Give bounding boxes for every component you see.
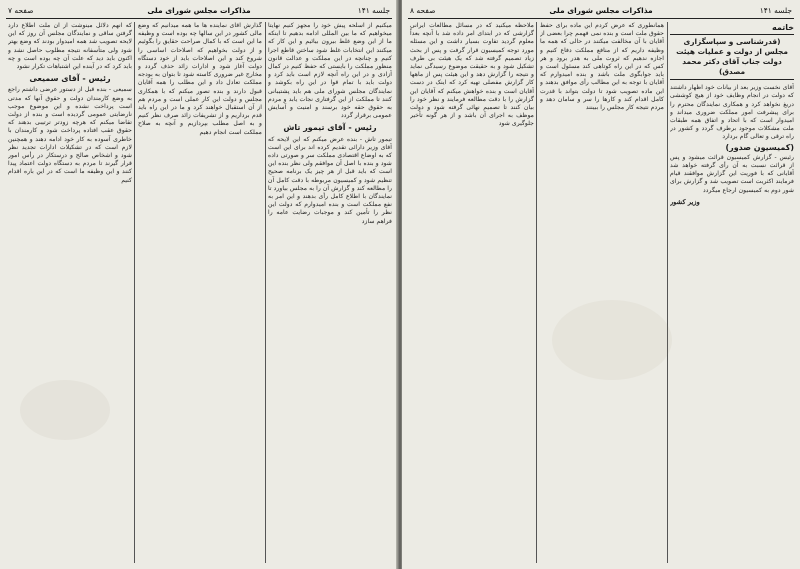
- left-page-header: [6, 4, 392, 19]
- paragraph: میکنیم از اسلحه پیش خود را مجهز کنیم نهایتاً میخواهیم که ما بین المللی ادامه بدهیم تا اینکه ما از این وضع غلط بیرون بیائیم و این کار که میکنند این انتخابات غلط شود ساختن قاطع اجرا کنیم و چنانچه در این مملکت و عدالت قانون منظور مملکت را بایستی که حفظ کنیم در کمال آزادی و در این راه آنچه لازم است باید کرد و دولت باید با تمام قوا در این راه بکوشد و نمایندگان مجلس شورای ملی هم باید پشتیبانی کنند تا مملکت از این گرفتاری نجات یابد و مردم به حقوق حقه خود برسند و امنیت و آسایش عمومی برقرار گردد: [268, 22, 392, 120]
- paragraph: گذارش آقای نماینده ها ما همه میدانیم که وضع مالی کشور در این سالها چه بوده است و وظیفه ما این است که با کمال صراحت حقایق را بگوئیم و از دولت بخواهیم که اصلاحات اساسی را شروع کند و این اصلاحات باید از خود دستگاه دولت آغاز شود و ادارات زائد حذف گردد و مخارج غیر ضروری کاسته شود تا بتوان به بودجه مملکت تعادل داد و این مطلب را همه آقایان قبول دارند و بنده تصور میکنم که با همکاری مجلس و دولت این کار عملی است و مردم هم از آن استقبال خواهند کرد و ما در این راه باید قدم برداریم و از تشریفات زائد صرف نظر کنیم و به اصل مطلب بپردازیم و آنچه به صلاح مملکت است انجام دهیم: [138, 22, 262, 136]
- paragraph: همانطوری که عرض کردم این ماده برای حفظ حقوق ملت است و بنده نمی فهمم چرا بعضی از آقایان با آن مخالفت میکنند در حالی که همه ما وظیفه داریم که از منافع مملکت دفاع کنیم و اجازه ندهیم که ثروت ملی به هدر برود و هر کس که در این راه کوتاهی کند مسئول است و باید جوابگوی ملت باشد و بنده امیدوارم که آقایان با توجه به این مطالب رأی موافق بدهند و این ماده تصویب شود تا دولت بتواند با قدرت کامل اقدام کند و کارها را سر و سامان دهد و مردم نتیجه کار مجلس را ببینند: [540, 22, 664, 112]
- column-divider: [667, 22, 668, 563]
- speaker-heading: رئیس - آقای سمیعی: [29, 74, 111, 84]
- paragraph: ملاحظه میکنید که در مسائل مطالعات ایرانی گزارشی که در ابتدای امر داده شد با آنچه بعداً معلوم گردید تفاوت بسیار داشت و این مسئله مورد توجه کمیسیون قرار گرفت و پس از بحث زیاد تصمیم گرفته شد که یک هیئت بی طرف تشکیل شود و به حقیقت موضوع رسیدگی نماید و نتیجه را گزارش دهد و این هیئت پس از ماهها کار گزارش مفصلی تهیه کرد که اینک در دست آقایان است و بنده خواهش میکنم که آقایان این گزارش را با دقت مطالعه فرمایند و نظر خود را بیان کنند تا تصمیم نهائی گرفته شود و دولت موظف به اجرای آن باشد و از هر گونه تأخیر جلوگیری شود: [410, 22, 534, 128]
- section-label: خاتمه: [772, 23, 794, 32]
- paragraph: که آنهم دلائل مینوشت از آن ملت اطلاع دارد گرفتن ساقی و نمایندگان مجلس آن روز که این لایحه تصویب شد همه امیدوار بودند که وضع بهتر شود ولی متأسفانه نتیجه مطلوب حاصل نشد و اکنون باید دید که علت آن چه بوده است و چه باید کرد که در آینده این اشتباهات تکرار نشود: [8, 22, 132, 71]
- column-3: [8, 22, 132, 565]
- column-3: [410, 22, 534, 565]
- paragraph: سمیعی - بنده قبل از دستور عرضی داشتم راجع به وضع کارمندان دولت و حقوق آنها که مدتی است پرداخت نشده و این موضوع موجب نارضایتی عمومی گردیده است و بنده از دولت تقاضا میکنم که هرچه زودتر ترتیبی بدهند که حقوق عقب افتاده پرداخت شود و کارمندان با خاطری آسوده به کار خود ادامه دهند و همچنین لازم است که در تشکیلات ادارات تجدید نظر شود و اشخاص صالح و درستکار در رأس امور قرار گیرند تا مردم به دستگاه دولت اعتماد پیدا کنند و این وظیفه ما است که در این باره اقدام کنیم: [8, 86, 132, 184]
- paragraph: تیمور تاش - بنده عرض میکنم که این لایحه که آقای وزیر دارائی تقدیم کرده اند برای این است که به اوضاع اقتصادی مملکت سر و صورتی داده شود و بنده با اصل آن موافقم ولی نظر بنده این است که باید قبل از هر چیز یک برنامه صحیح تنظیم شود و کمیسیون مربوطه با دقت کامل آن را مطالعه کند و گزارش آن را به مجلس بیاورد تا نمایندگان با اطلاع کامل رأی بدهند و این امر به نفع مملکت است و بنده امیدوارم که دولت این نظر را تأمین کند و موجبات رضایت عامه را فراهم سازد: [268, 135, 392, 225]
- right-page-header: [408, 4, 794, 19]
- section-label: (کمیسیون صدور): [725, 142, 794, 152]
- left-page: [0, 0, 398, 569]
- column-2: [540, 22, 664, 565]
- signature: وزیر کشور: [670, 197, 700, 206]
- publication-title: مذاکرات مجلس شورای ملی: [549, 6, 653, 15]
- column-1: [268, 22, 392, 565]
- speaker-heading: رئیس - آقای تیمور تاش: [283, 123, 377, 133]
- page-number: صفحه ۷: [8, 6, 34, 15]
- boxed-headline: (قدرشناسی و سپاسگزاری مجلس از دولت و عملیات هیئت دولت جناب آقای دکتر محمد مصدق): [670, 34, 794, 80]
- column-divider: [134, 22, 135, 563]
- column-2: [138, 22, 262, 565]
- paragraph: آقای نخست وزیر بعد از بیانات خود اظهار داشتند که دولت در انجام وظایف خود از هیچ کوششی دریغ نخواهد کرد و همکاری نمایندگان محترم را برای پیشرفت امور مملکت ضروری میداند و امیدوار است که با اتحاد و اتفاق همه طبقات ملت مشکلات موجود برطرف گردد و کشور در راه ترقی و تعالی گام بردارد: [670, 84, 794, 141]
- publication-title: مذاکرات مجلس شورای ملی: [147, 6, 251, 15]
- right-page: [402, 0, 800, 569]
- column-divider: [265, 22, 266, 563]
- column-1: [670, 22, 794, 565]
- session-number: جلسه ۱۴۱: [759, 6, 792, 15]
- page-number: صفحه ۸: [410, 6, 436, 15]
- paragraph: رئیس - گزارش کمیسیون قرائت میشود و پس از قرائت نسبت به آن رأی گرفته خواهد شد آقایانی که با فوریت این گزارش موافقند قیام فرمایند اکثریت است تصویب شد و گزارش برای شور دوم به کمیسیون ارجاع میگردد: [670, 153, 794, 194]
- session-number: جلسه ۱۴۱: [357, 6, 390, 15]
- column-divider: [536, 22, 537, 563]
